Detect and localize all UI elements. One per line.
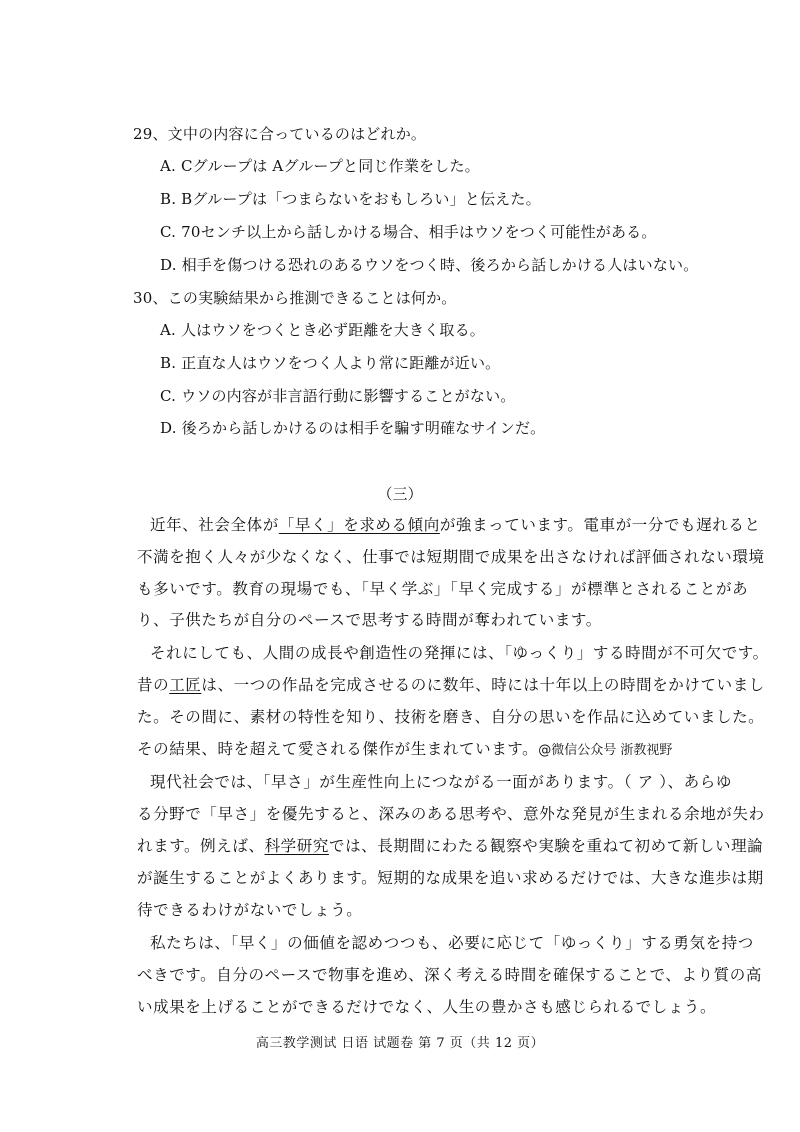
- paragraph-4-line-1: 私たちは、「早く」の価値を認めつつも、必要に応じて「ゆっくり」する勇気を持つ: [150, 934, 754, 952]
- text-span: 近年、社会全体が: [150, 516, 279, 534]
- paragraph-3-line-4: が誕生することがよくあります。短期的な成果を追い求めるだけでは、大きな進歩は期: [137, 869, 764, 887]
- question-29-option-d: D. 相手を傷つける恐れのあるウソをつく時、後ろから話しかける人はいない。: [160, 256, 699, 274]
- paragraph-3-line-1: 現代社会では、「早さ」が生産性向上につながる一面があります。（ ア ）、あらゆ: [150, 773, 732, 791]
- paragraph-4-line-3: い成果を上げることができるだけでなく、人生の豊かさも感じられるでしょう。: [137, 998, 717, 1016]
- paragraph-2-line-4: [137, 739, 672, 761]
- paragraph-2-line-3: た。その間に、素材の特性を知り、技術を磨き、自分の思いを作品に込めていました。: [137, 708, 765, 726]
- paragraph-1-line-3: も多いです。教育の現場でも、「早く学ぶ」「早く完成する」が標準とされることがあ: [137, 580, 749, 598]
- question-29-option-a: A. Cグループは Aグループと同じ作業をした。: [160, 157, 480, 175]
- text-span: は、一つの作品を完成させるのに数年、時には十年以上の時間をかけていまし: [201, 676, 765, 694]
- paragraph-4-line-2: べきです。自分のペースで物事を進め、深く考える時間を確保することで、より質の高: [137, 966, 762, 984]
- underlined-word-kousho: 工匠: [169, 676, 202, 694]
- underlined-phrase-hayaku: 「早く」を求める傾向: [278, 516, 440, 534]
- page-footer: 高三教学测试 日语 试题卷 第 7 页（共 12 页）: [255, 1036, 545, 1051]
- paragraph-1-line-2: 不満を抱く人々が少なくなく、仕事では短期間で成果を出さなければ評価されない環境: [137, 548, 765, 566]
- text-span: が強まっています。電車が一分でも遅れると: [439, 516, 761, 534]
- paragraph-2-line-2: [137, 675, 765, 695]
- text-span: れます。例えば、: [137, 837, 265, 855]
- paragraph-1-line-4: り、子供たちが自分のペースで思考する時間が奪われています。: [137, 611, 602, 629]
- text-span: では、長期間にわたる観察や実験を重ねて初めて新しい理論: [328, 837, 764, 855]
- question-30-option-b: B. 正直な人はウソをつく人より常に距離が近い。: [160, 354, 501, 372]
- underlined-word-kagaku-kenkyu: 科学研究: [264, 837, 329, 855]
- question-30-option-a: A. 人はウソをつくとき必ず距離を大きく取る。: [160, 321, 485, 339]
- watermark-text: @微信公众号 浙教视野: [538, 743, 673, 758]
- paragraph-2-line-1: それにしても、人間の成長や創造性の発揮には、「ゆっくり」する時間が不可欠です。: [150, 644, 769, 662]
- question-30-stem: 30、この実験結果から推測できることは何か。: [133, 289, 457, 307]
- question-30-option-c: C. ウソの内容が非言語行動に影響することがない。: [160, 387, 516, 405]
- paragraph-3-line-3: [137, 836, 763, 856]
- text-span: 昔の: [137, 676, 170, 694]
- section-title: （三）: [377, 485, 423, 503]
- paragraph-1-line-1: [150, 515, 761, 535]
- paragraph-3-line-5: 待できるわけがないでしょう。: [137, 901, 363, 919]
- question-29-option-b: B. Bグループは「つまらないをおもしろい」と伝えた。: [160, 190, 541, 208]
- paragraph-3-line-2: る分野で「早さ」を優先すると、深みのある思考や、意外な発見が生まれる余地が失わ: [137, 805, 765, 823]
- text-span: その結果、時を超えて愛される傑作が生まれています。: [137, 740, 539, 758]
- question-29-stem: 29、文中の内容に合っているのはどれか。: [133, 125, 427, 143]
- question-29-option-c: C. 70センチ以上から話しかける場合、相手はウソをつく可能性がある。: [160, 223, 657, 241]
- question-30-option-d: D. 後ろから話しかけるのは相手を騙す明確なサインだ。: [160, 419, 546, 437]
